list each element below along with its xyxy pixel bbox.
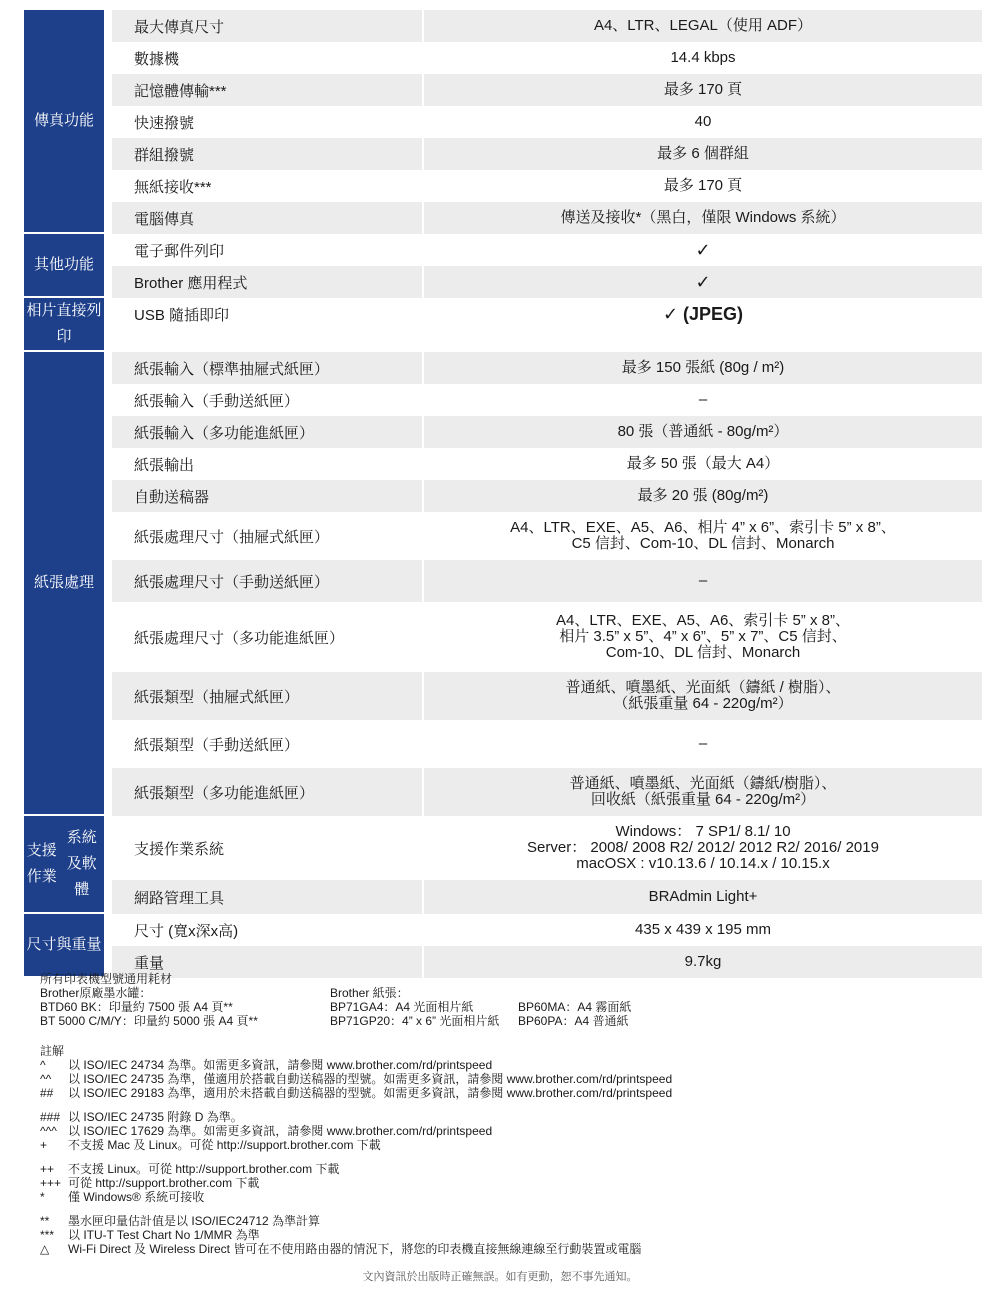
feature-value bbox=[422, 512, 982, 560]
spec-row bbox=[112, 720, 982, 768]
spec-row bbox=[112, 170, 982, 202]
spec-row bbox=[112, 512, 982, 560]
check-icon: ✓ bbox=[695, 272, 711, 292]
spec-row bbox=[112, 10, 982, 42]
consumables-block bbox=[40, 986, 970, 1028]
feature-name: Brother 應用程式 bbox=[134, 274, 248, 292]
note-mark: + bbox=[40, 1138, 48, 1152]
value-line: macOSX : v10.13.6 / 10.14.x / 10.15.x bbox=[576, 855, 830, 872]
feature-name: 紙張輸入（手動送紙匣） bbox=[134, 392, 300, 410]
feature-name: 紙張輸出 bbox=[134, 456, 195, 474]
note-mark: ^ bbox=[40, 1058, 46, 1072]
note-mark: ## bbox=[40, 1086, 54, 1100]
category-label-line: 傳真功能 bbox=[33, 112, 94, 129]
feature-name: 紙張類型（手動送紙匣） bbox=[134, 736, 300, 754]
paper-column bbox=[330, 986, 518, 1028]
feature-value bbox=[422, 42, 982, 74]
paper-column-2 bbox=[518, 1000, 718, 1028]
note-spacer bbox=[40, 1100, 970, 1110]
feature-value bbox=[422, 234, 982, 266]
note-text: 以 ITU-T Test Chart No 1/MMR 為準 bbox=[68, 1228, 260, 1242]
note-item bbox=[40, 1176, 970, 1190]
value-line: 最多 170 頁 bbox=[663, 177, 743, 194]
value-line: A4、LTR、EXE、A5、A6、相片 4” x 6”、索引卡 5” x 8”、 bbox=[510, 519, 896, 536]
feature-value bbox=[422, 416, 982, 448]
value-line: 回收紙（紙張重量 64 - 220g/m²） bbox=[590, 791, 816, 808]
spec-section bbox=[24, 914, 982, 978]
feature-name: 尺寸 (寬x深x高) bbox=[134, 922, 239, 940]
spec-section bbox=[24, 10, 982, 234]
category-label bbox=[24, 352, 104, 816]
value-line: 傳送及接收*（黑白，僅限 Windows 系統） bbox=[560, 209, 846, 226]
note-text: Wi-Fi Direct 及 Wireless Direct 皆可在不使用路由器的情況下，將您的印表機直接無線連線至行動裝置或電腦 bbox=[68, 1242, 642, 1256]
value-line: – bbox=[698, 572, 708, 589]
value-line: 最多 20 張 (80g/m²) bbox=[637, 487, 769, 504]
value-line: 最多 150 張紙 (80g / m²) bbox=[621, 359, 785, 376]
spec-row bbox=[112, 914, 982, 946]
note-text: 以 ISO/IEC 29183 為準，適用於未搭載自動送稿器的型號。如需更多資訊，請參閱 www.brother.com/rd/printspeed bbox=[68, 1086, 673, 1100]
note-mark: △ bbox=[40, 1242, 50, 1256]
ink-title: Brother原廠墨水罐： bbox=[40, 986, 152, 1000]
spec-row bbox=[112, 106, 982, 138]
paper-line: BP71GA4：A4 光面相片紙 bbox=[330, 1000, 474, 1014]
feature-name: 紙張輸入（多功能進紙匣） bbox=[134, 424, 315, 442]
note-text: 以 ISO/IEC 24735 附錄 D 為準。 bbox=[68, 1110, 243, 1124]
spec-section bbox=[24, 298, 982, 352]
spec-rows bbox=[112, 816, 982, 914]
feature-name: 紙張處理尺寸（多功能進紙匣） bbox=[134, 629, 345, 647]
note-text: 僅 Windows® 系統可接收 bbox=[68, 1190, 205, 1204]
value-line: 普通紙、噴墨紙、光面紙（鑄紙 / 樹脂）、 bbox=[565, 679, 841, 696]
note-mark: ^^^ bbox=[40, 1124, 57, 1138]
feature-name: 紙張類型（多功能進紙匣） bbox=[134, 784, 315, 802]
spec-row bbox=[112, 416, 982, 448]
value-line: Server： 2008/ 2008 R2/ 2012/ 2012 R2/ 2016/ 2019 bbox=[527, 839, 879, 856]
paper-title: Brother 紙張： bbox=[330, 986, 409, 1000]
note-list bbox=[40, 1058, 970, 1256]
category-label bbox=[24, 234, 104, 298]
note-mark: ^^ bbox=[40, 1072, 52, 1086]
feature-name: USB 隨插即印 bbox=[134, 306, 230, 324]
category-label bbox=[24, 298, 104, 352]
note-mark: ** bbox=[40, 1214, 50, 1228]
feature-name: 無紙接收*** bbox=[134, 178, 212, 196]
note-spacer bbox=[40, 1152, 970, 1162]
value-line: 最多 50 張（最大 A4） bbox=[626, 455, 780, 472]
notes-area bbox=[40, 972, 970, 1256]
spec-row bbox=[112, 352, 982, 384]
value-line: C5 信封、Com-10、DL 信封、Monarch bbox=[571, 535, 835, 552]
note-spacer bbox=[40, 1204, 970, 1214]
category-label bbox=[24, 914, 104, 978]
paper-line: BP71GP20：4” x 6” 光面相片紙 bbox=[330, 1014, 500, 1028]
spec-row bbox=[112, 74, 982, 106]
feature-value bbox=[422, 266, 982, 298]
note-text: 可從 http://support.brother.com 下載 bbox=[68, 1176, 260, 1190]
note-item bbox=[40, 1138, 970, 1152]
feature-value bbox=[422, 202, 982, 234]
note-item bbox=[40, 1228, 970, 1242]
category-label-line: 紙張處理 bbox=[33, 574, 94, 591]
check-icon: ✓ (JPEG) bbox=[662, 304, 744, 324]
note-item bbox=[40, 1190, 970, 1204]
note-mark: * bbox=[40, 1190, 45, 1204]
feature-name: 紙張處理尺寸（手動送紙匣） bbox=[134, 573, 330, 591]
category-label-line: 其他功能 bbox=[33, 256, 94, 273]
spec-rows bbox=[112, 914, 982, 978]
spec-section bbox=[24, 816, 982, 914]
note-item bbox=[40, 1214, 970, 1228]
value-line: （紙張重量 64 - 220g/m²） bbox=[613, 695, 793, 712]
value-line: A4、LTR、EXE、A5、A6、索引卡 5” x 8”、 bbox=[556, 612, 850, 629]
note-item bbox=[40, 1162, 970, 1176]
paper-line: BP60MA：A4 霧面紙 bbox=[518, 1000, 632, 1014]
spec-row bbox=[112, 816, 982, 880]
note-mark: +++ bbox=[40, 1176, 62, 1190]
ink-column bbox=[40, 986, 330, 1028]
value-line: 普通紙、噴墨紙、光面紙（鑄紙/樹脂）、 bbox=[569, 775, 837, 792]
spec-row bbox=[112, 768, 982, 816]
note-item bbox=[40, 1124, 970, 1138]
category-label-line: 支援作業 bbox=[26, 842, 57, 885]
spec-rows bbox=[112, 10, 982, 234]
spec-rows bbox=[112, 352, 982, 816]
spec-row bbox=[112, 266, 982, 298]
category-label-line: 系統及軟體 bbox=[66, 829, 97, 898]
spec-row bbox=[112, 448, 982, 480]
feature-value bbox=[422, 298, 982, 330]
spec-row bbox=[112, 384, 982, 416]
feature-value bbox=[422, 448, 982, 480]
value-line: 最多 170 頁 bbox=[663, 81, 743, 98]
value-line: Windows： 7 SP1/ 8.1/ 10 bbox=[615, 823, 791, 840]
feature-value bbox=[422, 560, 982, 602]
feature-value bbox=[422, 816, 982, 880]
feature-name: 最大傳真尺寸 bbox=[134, 18, 225, 36]
check-icon: ✓ bbox=[695, 240, 711, 260]
value-line: A4、LTR、LEGAL（使用 ADF） bbox=[593, 17, 813, 34]
feature-value bbox=[422, 10, 982, 42]
consumables-heading: 所有印表機型號通用耗材 bbox=[40, 972, 173, 986]
feature-name: 電腦傳真 bbox=[134, 210, 195, 228]
notes-title: 註解 bbox=[40, 1044, 65, 1058]
feature-value bbox=[422, 170, 982, 202]
spec-row bbox=[112, 42, 982, 74]
note-mark: *** bbox=[40, 1228, 55, 1242]
value-line: 相片 3.5” x 5”、4” x 6”、5” x 7”、C5 信封、 bbox=[559, 628, 847, 645]
spec-row bbox=[112, 234, 982, 266]
value-line: – bbox=[698, 391, 708, 408]
spec-section bbox=[24, 234, 982, 298]
feature-value bbox=[422, 672, 982, 720]
footer-disclaimer: 文內資訊於出版時正確無誤。如有更動，恕不事先通知。 bbox=[362, 1271, 638, 1283]
spec-row bbox=[112, 138, 982, 170]
spec-section bbox=[24, 352, 982, 816]
feature-name: 紙張處理尺寸（抽屜式紙匣） bbox=[134, 528, 330, 546]
spec-rows bbox=[112, 234, 982, 298]
spec-row bbox=[112, 560, 982, 602]
category-label-line: 尺寸與重量 bbox=[26, 936, 102, 953]
feature-name: 紙張輸入（標準抽屜式紙匣） bbox=[134, 360, 330, 378]
feature-value bbox=[422, 880, 982, 914]
spec-row bbox=[112, 480, 982, 512]
feature-name: 數據機 bbox=[134, 50, 180, 68]
category-label-line: 相片直接列印 bbox=[26, 302, 102, 345]
spec-row bbox=[112, 880, 982, 914]
note-item bbox=[40, 1072, 970, 1086]
note-item bbox=[40, 1110, 970, 1124]
note-mark: ### bbox=[40, 1110, 61, 1124]
feature-value bbox=[422, 74, 982, 106]
note-text: 以 ISO/IEC 24734 為準。如需更多資訊，請參閱 www.brother.com/rd/printspeed bbox=[68, 1058, 493, 1072]
paper-line: BP60PA：A4 普通紙 bbox=[518, 1014, 629, 1028]
feature-name: 網路管理工具 bbox=[134, 889, 225, 907]
feature-value bbox=[422, 914, 982, 946]
feature-name: 群組撥號 bbox=[134, 146, 195, 164]
note-text: 以 ISO/IEC 17629 為準。如需更多資訊，請參閱 www.brother.com/rd/printspeed bbox=[68, 1124, 493, 1138]
value-line: 最多 6 個群組 bbox=[657, 145, 749, 162]
value-line: – bbox=[698, 735, 708, 752]
value-line: 435 x 439 x 195 mm bbox=[635, 921, 771, 938]
spec-row bbox=[112, 672, 982, 720]
note-text: 以 ISO/IEC 24735 為準，僅適用於搭載自動送稿器的型號。如需更多資訊，請參閱 www.brother.com/rd/printspeed bbox=[68, 1072, 673, 1086]
note-item bbox=[40, 1058, 970, 1072]
value-line: Com-10、DL 信封、Monarch bbox=[605, 644, 801, 661]
ink-line: BT 5000 C/M/Y：印量約 5000 張 A4 頁** bbox=[40, 1014, 258, 1028]
note-text: 不支援 Mac 及 Linux。可從 http://support.brother.com 下載 bbox=[68, 1138, 381, 1152]
value-line: BRAdmin Light+ bbox=[648, 888, 758, 905]
spec-table bbox=[24, 10, 982, 978]
feature-name: 重量 bbox=[134, 954, 165, 972]
feature-name: 快速撥號 bbox=[134, 114, 195, 132]
note-item bbox=[40, 1242, 970, 1256]
spec-row bbox=[112, 298, 982, 330]
value-line: 14.4 kbps bbox=[670, 49, 736, 66]
note-text: 墨水匣印量估計值是以 ISO/IEC24712 為準計算 bbox=[68, 1214, 321, 1228]
feature-name: 紙張類型（抽屜式紙匣） bbox=[134, 688, 300, 706]
feature-value bbox=[422, 602, 982, 672]
spec-row bbox=[112, 602, 982, 672]
note-mark: ++ bbox=[40, 1162, 55, 1176]
spec-row bbox=[112, 202, 982, 234]
feature-value bbox=[422, 480, 982, 512]
category-label bbox=[24, 816, 104, 914]
feature-name: 電子郵件列印 bbox=[134, 242, 225, 260]
feature-name: 記憶體傳輸*** bbox=[134, 82, 227, 100]
feature-value bbox=[422, 768, 982, 816]
value-line: 40 bbox=[694, 113, 712, 130]
feature-value bbox=[422, 106, 982, 138]
category-label bbox=[24, 10, 104, 234]
value-line: 9.7kg bbox=[684, 953, 722, 970]
note-item bbox=[40, 1086, 970, 1100]
value-line: 80 張（普通紙 - 80g/m²） bbox=[617, 423, 789, 440]
note-text: 不支援 Linux。可從 http://support.brother.com 下載 bbox=[68, 1162, 340, 1176]
feature-value bbox=[422, 384, 982, 416]
feature-value bbox=[422, 720, 982, 768]
spec-rows bbox=[112, 298, 982, 352]
feature-name: 支援作業系統 bbox=[134, 840, 225, 858]
feature-value bbox=[422, 352, 982, 384]
feature-name: 自動送稿器 bbox=[134, 488, 210, 506]
feature-value bbox=[422, 138, 982, 170]
ink-line: BTD60 BK：印量約 7500 張 A4 頁** bbox=[40, 1000, 233, 1014]
